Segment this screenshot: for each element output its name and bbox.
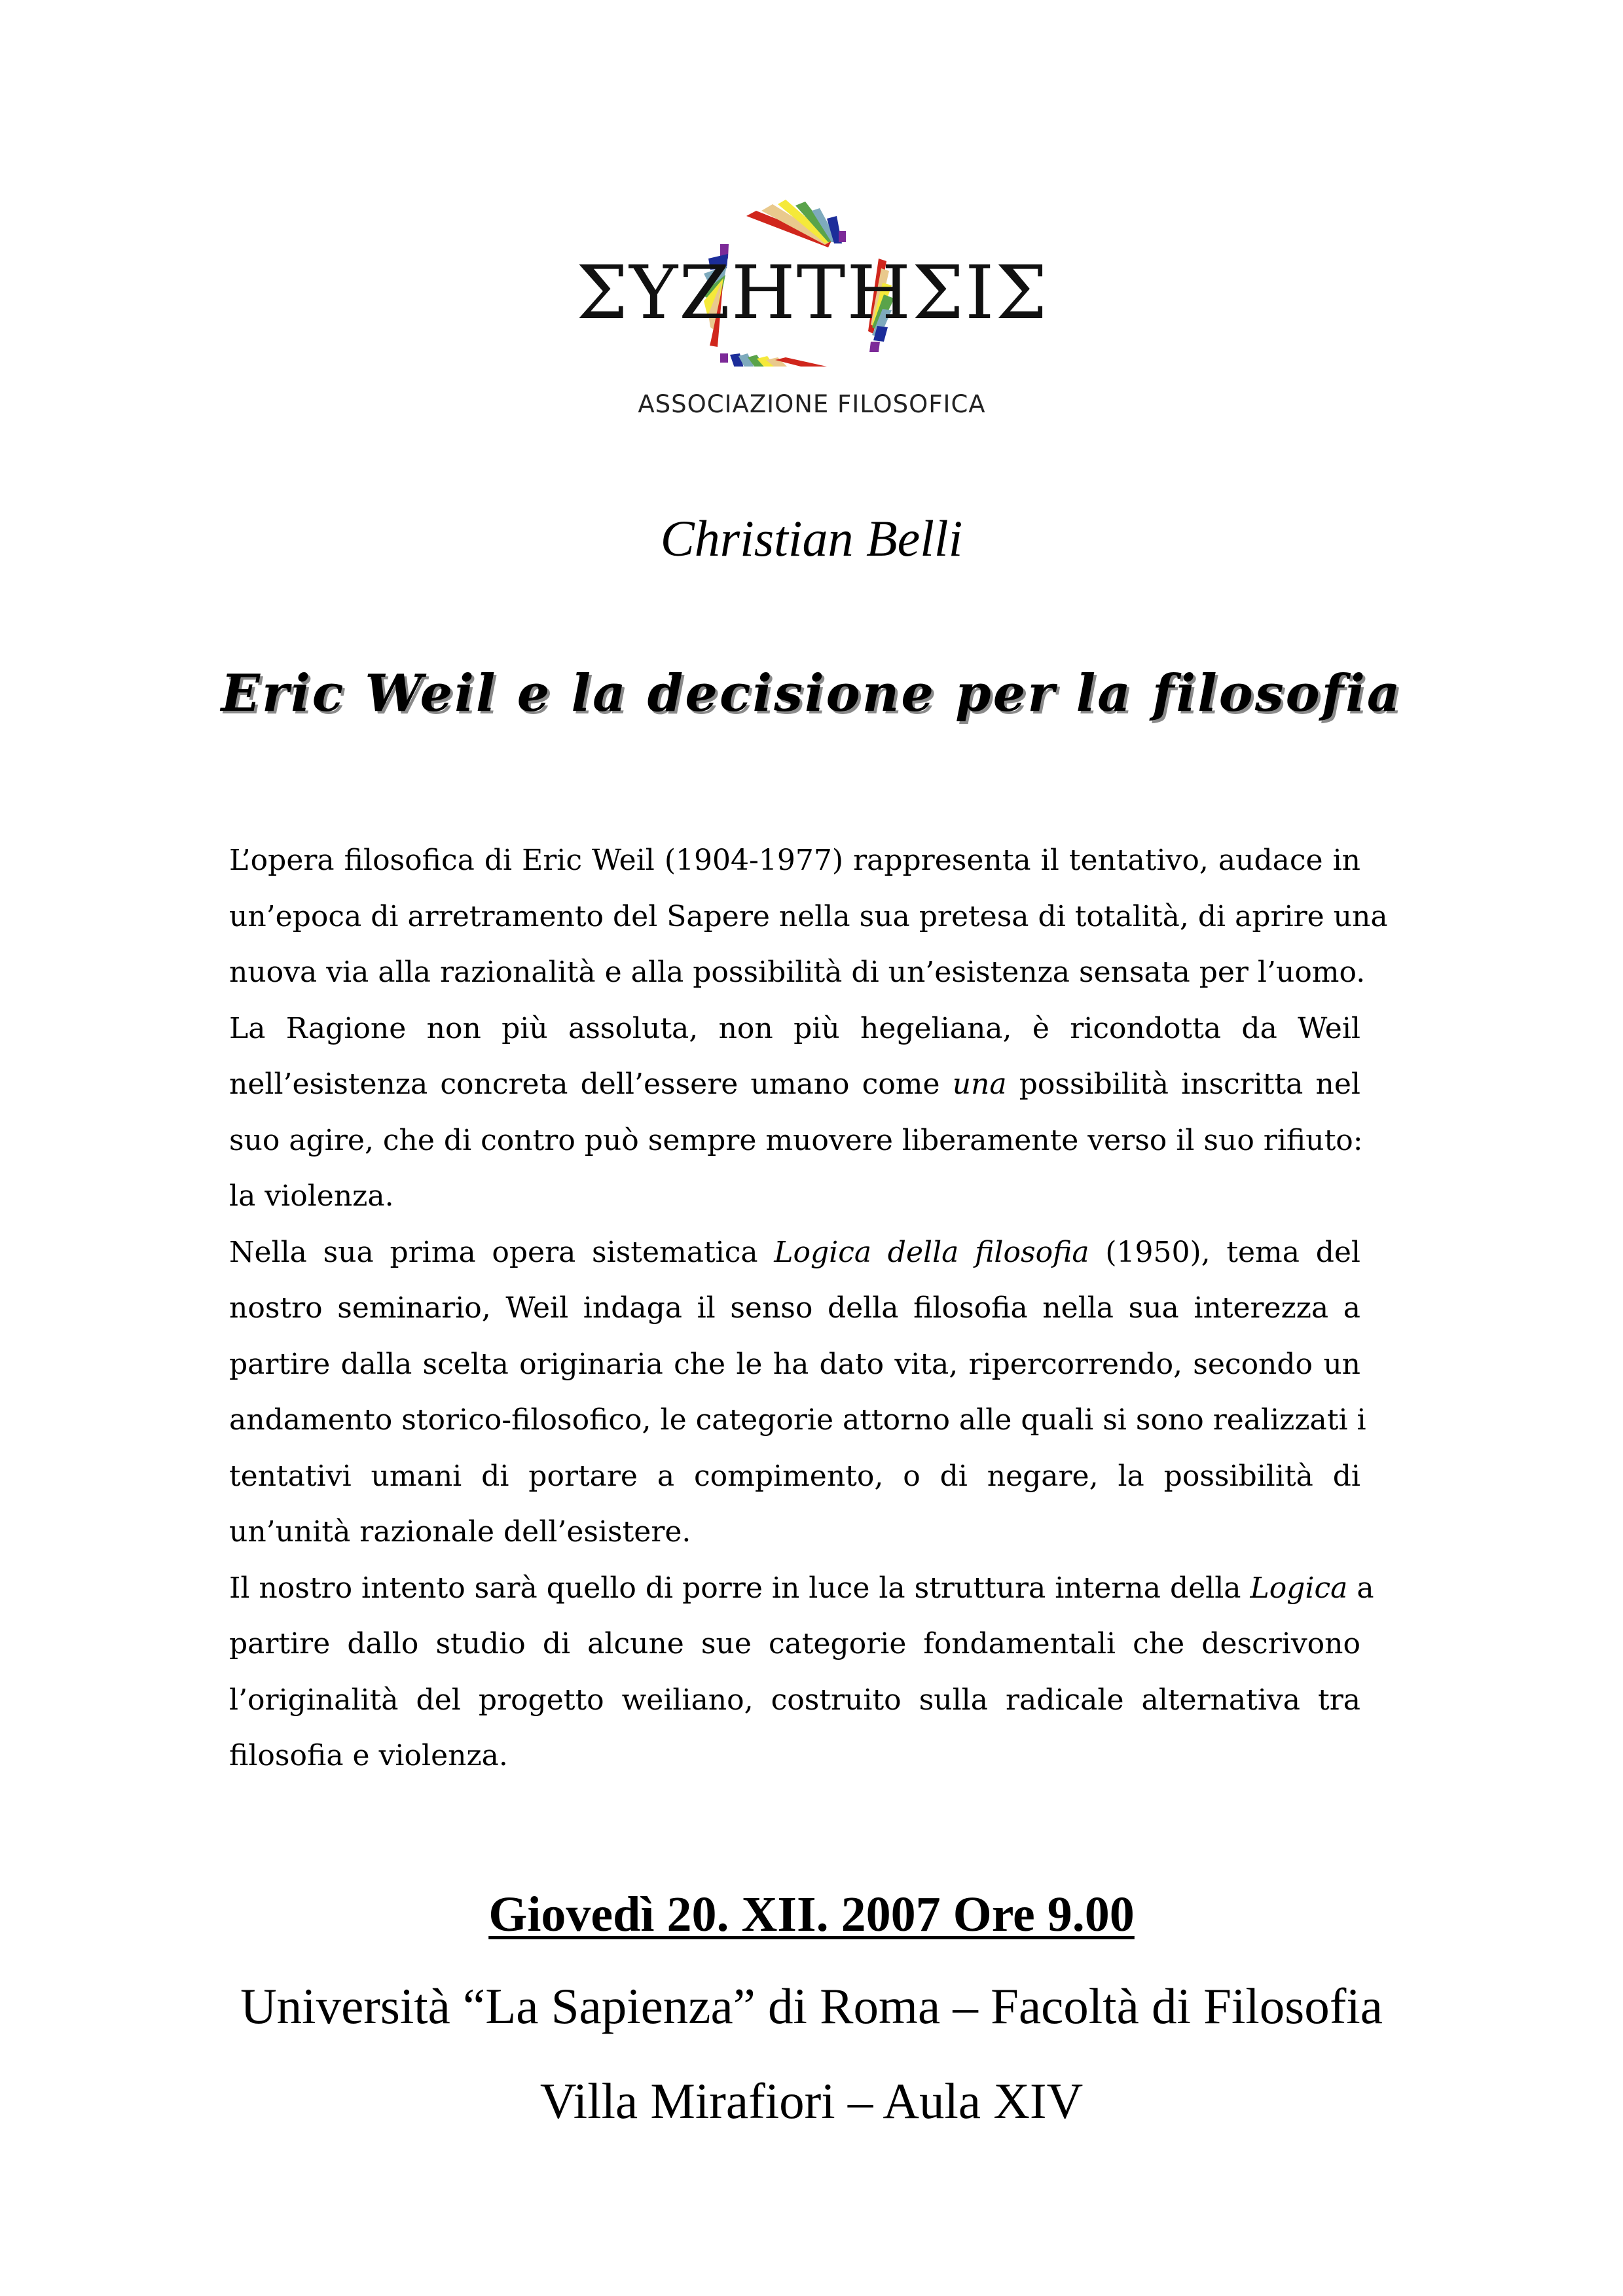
body-line [229, 1448, 1360, 1505]
text-run: possibilità inscritta nel [1006, 1067, 1360, 1101]
body-line [229, 1672, 1360, 1729]
abstract-paragraph [229, 833, 1388, 1784]
text-run: partire dalla scelta originaria che le ha dato vita, ripercorrendo, secondo un [229, 1347, 1360, 1381]
event-venue-university: Università “La Sapienza” di Roma – Facoltà di Filosofia [240, 1978, 1383, 2034]
text-run: andamento storico-filosofico, le categorie attorno alle quali si sono realizzati i [229, 1403, 1366, 1437]
text-run: La Ragione non più assoluta, non più hegeliana, è ricondotta da Weil [229, 1011, 1360, 1045]
rainbow-bottom-fan [720, 353, 845, 367]
text-run: la violenza. [229, 1179, 394, 1213]
rainbow-top-fan [746, 200, 846, 247]
body-line [229, 1056, 1360, 1113]
event-venue-room: Villa Mirafiori – Aula XIV [539, 2073, 1084, 2129]
italic-run: Logica [1250, 1571, 1348, 1605]
text-run: suo agire, che di contro può sempre muovere liberamente verso il suo rifiuto: [229, 1123, 1363, 1157]
text-run: partire dallo studio di alcune sue categorie fondamentali che descrivono [229, 1627, 1360, 1660]
body-line [229, 1336, 1360, 1393]
document-title: Eric Weil e la decisione per la filosofia [221, 664, 1402, 723]
italic-run: Logica della filosofia [774, 1235, 1089, 1269]
logo-subtitle: ASSOCIAZIONE FILOSOFICA [638, 390, 986, 418]
text-run: Il nostro intento sarà quello di porre in luce la struttura interna della [229, 1571, 1250, 1605]
text-run: nuova via alla razionalità e alla possibilità di un’esistenza sensata per l’uomo. [229, 956, 1366, 989]
body-line [229, 1392, 1366, 1448]
body-line [229, 889, 1388, 945]
body-line [229, 1616, 1360, 1672]
text-run: (1950), tema del [1089, 1235, 1360, 1269]
text-run: l’originalità del progetto weiliano, costruito sulla radicale alternativa tra [229, 1683, 1360, 1717]
event-date-text: Giovedì 20. XII. 2007 Ore 9.00 [488, 1887, 1135, 1942]
event-date [0, 1885, 1623, 1944]
association-logo [0, 0, 1623, 458]
body-line [229, 944, 1366, 1001]
body-line [229, 1504, 1360, 1560]
body-line [229, 1225, 1360, 1281]
text-run: L’opera filosofica di Eric Weil (1904-1977) rappresenta il tentativo, audace in [229, 844, 1360, 877]
body-line [229, 1560, 1374, 1617]
body-line [229, 1280, 1360, 1336]
body-line [229, 833, 1360, 889]
text-run: un’epoca di arretramento del Sapere nella sua pretesa di totalità, di aprire una [229, 899, 1388, 933]
italic-run: una [952, 1067, 1007, 1101]
text-run: tentativi umani di portare a compimento, o di negare, la possibilità di [229, 1459, 1360, 1493]
logo-wordmark: ΣΥΖΗΤΗΣΙΣ [576, 251, 1049, 336]
body-line [229, 1001, 1360, 1057]
author-name: Christian Belli [660, 510, 963, 567]
text-run: nell’esistenza concreta dell’essere umano come [229, 1067, 953, 1101]
text-run: a [1347, 1571, 1374, 1605]
text-run: filosofia e violenza. [229, 1739, 508, 1772]
body-line [229, 1728, 1360, 1784]
text-run: nostro seminario, Weil indaga il senso della filosofia nella sua interezza a [229, 1291, 1360, 1325]
text-run: un’unità razionale dell’esistere. [229, 1515, 691, 1549]
text-run: Nella sua prima opera sistematica [229, 1235, 775, 1269]
body-line [229, 1113, 1363, 1169]
body-line [229, 1168, 1360, 1225]
